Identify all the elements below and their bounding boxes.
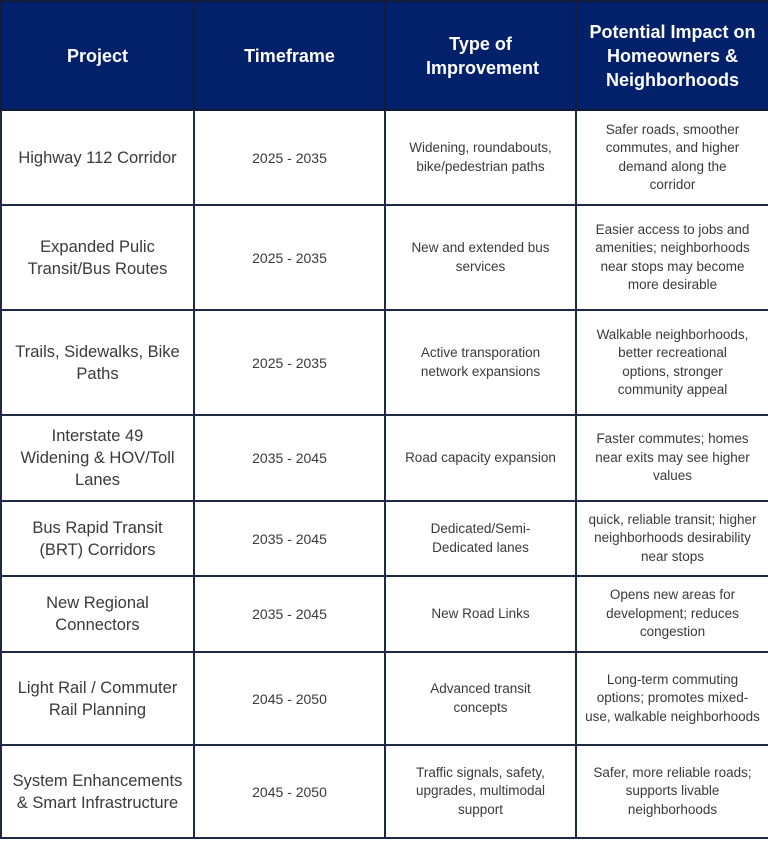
- header-timeframe: Timeframe: [194, 1, 385, 110]
- table-row: [1, 110, 768, 205]
- table-row: [1, 745, 768, 838]
- header-type-of-improvement: Type of Improvement: [385, 1, 576, 110]
- impact-cell: Long-term commuting options; promotes mixed-use, walkable neighborhoods: [576, 652, 768, 745]
- project-cell: Interstate 49 Widening & HOV/Toll Lanes: [1, 415, 194, 501]
- table-body: [1, 110, 768, 838]
- table-row: [1, 501, 768, 576]
- impact-cell: quick, reliable transit; higher neighborhoods desirability near stops: [576, 501, 768, 576]
- project-cell: Light Rail / Commuter Rail Planning: [1, 652, 194, 745]
- project-cell: System Enhancements & Smart Infrastructure: [1, 745, 194, 838]
- header-potential-impact: Potential Impact on Homeowners & Neighborhoods: [576, 1, 768, 110]
- timeframe-cell: 2045 - 2050: [194, 745, 385, 838]
- impact-cell: Safer roads, smoother commutes, and higher demand along the corridor: [576, 110, 768, 205]
- table-row: [1, 576, 768, 652]
- timeframe-cell: 2025 - 2035: [194, 110, 385, 205]
- impact-cell: Walkable neighborhoods, better recreational options, stronger community appeal: [576, 310, 768, 415]
- timeframe-cell: 2035 - 2045: [194, 415, 385, 501]
- table-row: [1, 310, 768, 415]
- header-row: [1, 1, 768, 110]
- project-cell: Expanded Pulic Transit/Bus Routes: [1, 205, 194, 310]
- table-row: [1, 415, 768, 501]
- project-cell: Bus Rapid Transit (BRT) Corridors: [1, 501, 194, 576]
- impact-cell: Opens new areas for development; reduces congestion: [576, 576, 768, 652]
- improvement-type-cell: Road capacity expansion: [385, 415, 576, 501]
- table-row: [1, 652, 768, 745]
- improvement-type-cell: Active transporation network expansions: [385, 310, 576, 415]
- timeframe-cell: 2035 - 2045: [194, 576, 385, 652]
- impact-cell: Safer, more reliable roads; supports livable neighborhoods: [576, 745, 768, 838]
- timeframe-cell: 2045 - 2050: [194, 652, 385, 745]
- project-cell: New Regional Connectors: [1, 576, 194, 652]
- timeframe-cell: 2035 - 2045: [194, 501, 385, 576]
- improvement-type-cell: Traffic signals, safety, upgrades, multimodal support: [385, 745, 576, 838]
- impact-cell: Easier access to jobs and amenities; neighborhoods near stops may become more desirable: [576, 205, 768, 310]
- table-header: [1, 1, 768, 110]
- project-cell: Highway 112 Corridor: [1, 110, 194, 205]
- improvement-type-cell: Widening, roundabouts, bike/pedestrian paths: [385, 110, 576, 205]
- project-cell: Trails, Sidewalks, Bike Paths: [1, 310, 194, 415]
- table-row: [1, 205, 768, 310]
- improvement-type-cell: Dedicated/Semi-Dedicated lanes: [385, 501, 576, 576]
- improvement-type-cell: New Road Links: [385, 576, 576, 652]
- impact-cell: Faster commutes; homes near exits may see higher values: [576, 415, 768, 501]
- timeframe-cell: 2025 - 2035: [194, 205, 385, 310]
- timeframe-cell: 2025 - 2035: [194, 310, 385, 415]
- improvement-type-cell: New and extended bus services: [385, 205, 576, 310]
- header-project: Project: [1, 1, 194, 110]
- improvement-type-cell: Advanced transit concepts: [385, 652, 576, 745]
